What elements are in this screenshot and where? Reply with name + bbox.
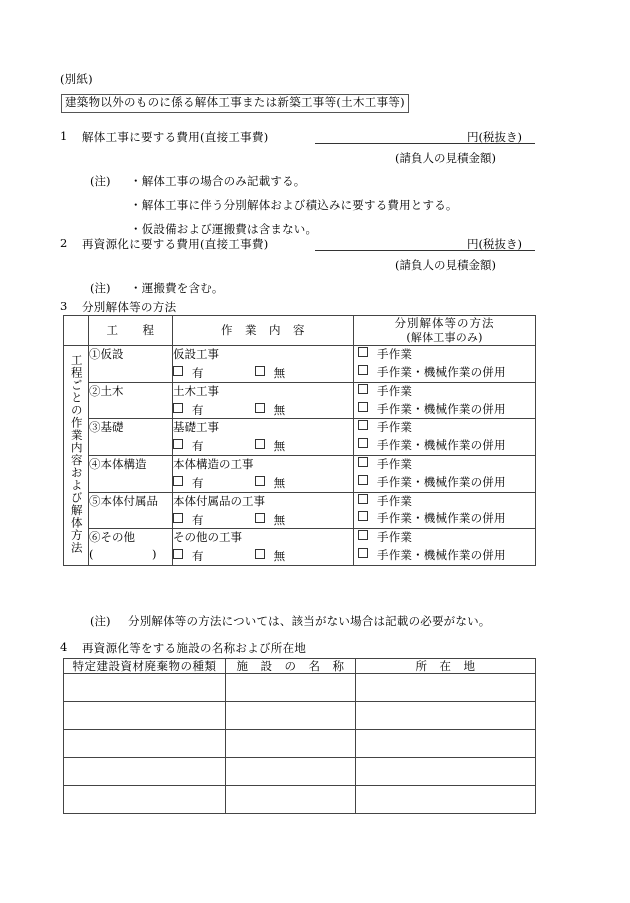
checkbox-icon[interactable] — [358, 420, 368, 430]
process-name-blank[interactable]: ( ) — [89, 546, 163, 561]
work-title: その他の工事 — [173, 530, 242, 545]
table-row — [64, 730, 536, 758]
method-option-2[interactable] — [354, 437, 535, 455]
cell-waste-type[interactable] — [64, 758, 226, 786]
checkbox-icon[interactable] — [358, 438, 368, 448]
work-title: 本体構造の工事 — [173, 457, 254, 471]
table-row — [64, 346, 536, 383]
option-no-label: 無 — [273, 439, 286, 454]
header-process: 工 程 — [89, 316, 173, 346]
cell-facility-name[interactable] — [226, 702, 356, 730]
method-option-1[interactable] — [354, 456, 535, 474]
option-yes[interactable] — [173, 365, 251, 381]
option-yes[interactable] — [173, 512, 251, 528]
process-name: ③基礎 — [89, 419, 173, 456]
method-option-2-label: 手作業・機械作業の併用 — [377, 401, 506, 416]
method-cell — [354, 419, 536, 456]
cell-waste-type[interactable] — [64, 730, 226, 758]
checkbox-icon[interactable] — [358, 365, 368, 375]
table-row — [64, 456, 536, 493]
method-cell — [354, 456, 536, 493]
method-option-1-label: 手作業 — [377, 347, 413, 362]
checkbox-icon[interactable] — [173, 403, 183, 413]
header-location: 所 在 地 — [356, 659, 536, 674]
cell-facility-name[interactable] — [226, 674, 356, 702]
work-title: 本体付属品の工事 — [173, 493, 265, 508]
section1-title: 解体工事に要する費用(直接工事費) — [82, 130, 269, 144]
work-content-cell — [173, 382, 354, 419]
option-yes[interactable] — [173, 548, 251, 564]
checkbox-icon[interactable] — [173, 476, 183, 486]
option-no[interactable] — [255, 438, 286, 454]
checkbox-icon[interactable] — [255, 549, 265, 559]
method-option-1[interactable] — [354, 529, 535, 547]
option-no-label: 無 — [273, 476, 286, 490]
section2-amount-caption: (請負人の見積金額) — [395, 258, 496, 272]
section1-amount-caption: (請負人の見積金額) — [395, 151, 496, 165]
header-method-line2: (解体工事のみ) — [406, 331, 483, 345]
header-method-line1: 分別解体等の方法 — [394, 316, 495, 330]
table-row — [64, 382, 536, 419]
work-options — [173, 512, 353, 528]
checkbox-icon[interactable] — [173, 513, 183, 523]
section1-note-3: ・仮設備および運搬費は含まない。 — [130, 222, 318, 236]
method-option-1[interactable] — [354, 346, 535, 364]
work-options — [173, 438, 353, 454]
checkbox-icon[interactable] — [255, 513, 265, 523]
attachment-label: (別紙) — [60, 72, 93, 86]
cell-location[interactable] — [356, 702, 536, 730]
section3-title: 分別解体等の方法 — [82, 300, 177, 314]
checkbox-icon[interactable] — [173, 366, 183, 376]
option-no[interactable] — [255, 475, 286, 491]
option-yes-label: 有 — [192, 366, 204, 381]
method-option-1-label: 手作業 — [377, 530, 413, 545]
work-title: 基礎工事 — [173, 420, 219, 435]
header-waste-type: 特定建設資材廃棄物の種類 — [64, 659, 226, 674]
checkbox-icon[interactable] — [255, 439, 265, 449]
work-content-cell — [173, 419, 354, 456]
method-cell — [354, 529, 536, 566]
checkbox-icon[interactable] — [255, 403, 265, 413]
cell-location[interactable] — [356, 674, 536, 702]
section2-number: 2 — [60, 236, 68, 250]
cell-waste-type[interactable] — [64, 674, 226, 702]
option-no[interactable] — [255, 512, 286, 528]
vertical-label-cell — [64, 346, 89, 566]
checkbox-icon[interactable] — [255, 366, 265, 376]
option-yes-label: 有 — [192, 476, 204, 490]
section1-amount-unit: 円(税抜き) — [467, 130, 522, 144]
table-row — [64, 674, 536, 702]
option-no[interactable] — [255, 402, 286, 418]
method-option-2[interactable] — [354, 364, 535, 382]
method-option-1[interactable] — [354, 383, 535, 401]
option-yes-label: 有 — [192, 439, 204, 454]
work-options — [173, 548, 353, 564]
checkbox-icon[interactable] — [358, 402, 368, 412]
checkbox-icon[interactable] — [358, 511, 368, 521]
process-name: ④本体構造 — [89, 456, 173, 493]
vertical-label-spacer — [64, 316, 89, 346]
process-name: ⑤本体付属品 — [89, 492, 173, 529]
option-no-label: 無 — [273, 549, 286, 564]
option-no-label: 無 — [273, 402, 286, 417]
process-name-cell — [89, 529, 173, 566]
method-cell — [354, 346, 536, 383]
cell-waste-type[interactable] — [64, 786, 226, 814]
section4-title: 再資源化等をする施設の名称および所在地 — [82, 641, 307, 655]
method-option-1[interactable] — [354, 493, 535, 511]
section4-number: 4 — [60, 640, 68, 654]
checkbox-icon[interactable] — [358, 494, 368, 504]
table-row — [64, 758, 536, 786]
work-options — [173, 402, 353, 418]
option-no-label: 無 — [273, 512, 286, 527]
table-header-row — [64, 659, 536, 674]
cell-facility-name[interactable] — [226, 786, 356, 814]
process-name: ⑥その他 — [89, 530, 135, 545]
section3-note-label: (注) — [90, 614, 111, 628]
section2-amount-unit: 円(税抜き) — [467, 237, 522, 251]
checkbox-icon[interactable] — [173, 549, 183, 559]
method-option-2[interactable] — [354, 401, 535, 419]
work-title: 仮設工事 — [173, 347, 219, 362]
option-yes-label: 有 — [192, 512, 204, 527]
section1-number: 1 — [60, 129, 68, 143]
work-title: 土木工事 — [173, 383, 219, 398]
cell-location[interactable] — [356, 730, 536, 758]
method-option-2[interactable] — [354, 547, 535, 565]
recycling-facility-table — [63, 658, 536, 814]
section1-notes-label: (注) — [90, 174, 111, 188]
checkbox-icon[interactable] — [255, 476, 265, 486]
option-no-label: 無 — [273, 366, 286, 381]
table-row — [64, 786, 536, 814]
work-options — [173, 475, 353, 491]
section1-note-2: ・解体工事に伴う分別解体および積込みに要する費用とする。 — [130, 198, 458, 212]
option-yes[interactable] — [173, 475, 251, 491]
method-cell — [354, 492, 536, 529]
section3-number: 3 — [60, 299, 68, 313]
method-option-2-label: 手作業・機械作業の併用 — [377, 438, 506, 453]
work-content-cell — [173, 456, 354, 493]
work-content-cell — [173, 529, 354, 566]
option-yes[interactable] — [173, 438, 251, 454]
section2-notes-label: (注) — [90, 281, 111, 295]
table-row — [64, 492, 536, 529]
cell-facility-name[interactable] — [226, 730, 356, 758]
option-yes[interactable] — [173, 402, 251, 418]
option-no[interactable] — [255, 365, 286, 381]
header-facility-name: 施 設 の 名 称 — [226, 659, 356, 674]
checkbox-icon[interactable] — [358, 384, 368, 394]
demolition-method-table — [63, 315, 536, 566]
method-option-2-label: 手作業・機械作業の併用 — [377, 548, 506, 563]
method-option-2[interactable] — [354, 474, 535, 492]
cell-location[interactable] — [356, 758, 536, 786]
method-option-1[interactable] — [354, 419, 535, 437]
checkbox-icon[interactable] — [358, 347, 368, 357]
cell-waste-type[interactable] — [64, 702, 226, 730]
cell-facility-name[interactable] — [226, 758, 356, 786]
vertical-label-text: 工程ごとの作業内容および解体方法 — [69, 354, 84, 554]
option-yes-label: 有 — [192, 402, 204, 417]
section2-title: 再資源化に要する費用(直接工事費) — [82, 237, 269, 251]
method-option-2-label: 手作業・機械作業の併用 — [377, 511, 506, 526]
work-options — [173, 365, 353, 381]
work-content-cell — [173, 492, 354, 529]
option-no[interactable] — [255, 548, 286, 564]
checkbox-icon[interactable] — [173, 439, 183, 449]
checkbox-icon[interactable] — [358, 475, 368, 485]
header-method — [354, 316, 536, 346]
method-option-2[interactable] — [354, 510, 535, 528]
section2-note-1: ・運搬費を含む。 — [130, 281, 224, 295]
work-content-cell — [173, 346, 354, 383]
checkbox-icon[interactable] — [358, 457, 368, 467]
process-name: ①仮設 — [89, 346, 173, 383]
method-option-1-label: 手作業 — [377, 420, 413, 435]
method-cell — [354, 382, 536, 419]
method-option-1-label: 手作業 — [377, 493, 413, 508]
checkbox-icon[interactable] — [358, 530, 368, 540]
method-option-2-label: 手作業・機械作業の併用 — [377, 364, 506, 379]
method-option-1-label: 手作業 — [377, 457, 413, 471]
cell-location[interactable] — [356, 786, 536, 814]
section3-note-text: 分別解体等の方法については、該当がない場合は記載の必要がない。 — [128, 614, 491, 628]
method-option-2-label: 手作業・機械作業の併用 — [377, 474, 506, 489]
table-row — [64, 529, 536, 566]
process-name: ②土木 — [89, 382, 173, 419]
boxed-document-title: 建築物以外のものに係る解体工事または新築工事等(土木工事等) — [61, 94, 409, 113]
table-header-row — [64, 316, 536, 346]
header-work-content: 作 業 内 容 — [173, 316, 354, 346]
checkbox-icon[interactable] — [358, 548, 368, 558]
option-yes-label: 有 — [192, 549, 204, 564]
table-row — [64, 702, 536, 730]
section1-note-1: ・解体工事の場合のみ記載する。 — [130, 174, 306, 188]
table-row — [64, 419, 536, 456]
method-option-1-label: 手作業 — [377, 383, 413, 398]
